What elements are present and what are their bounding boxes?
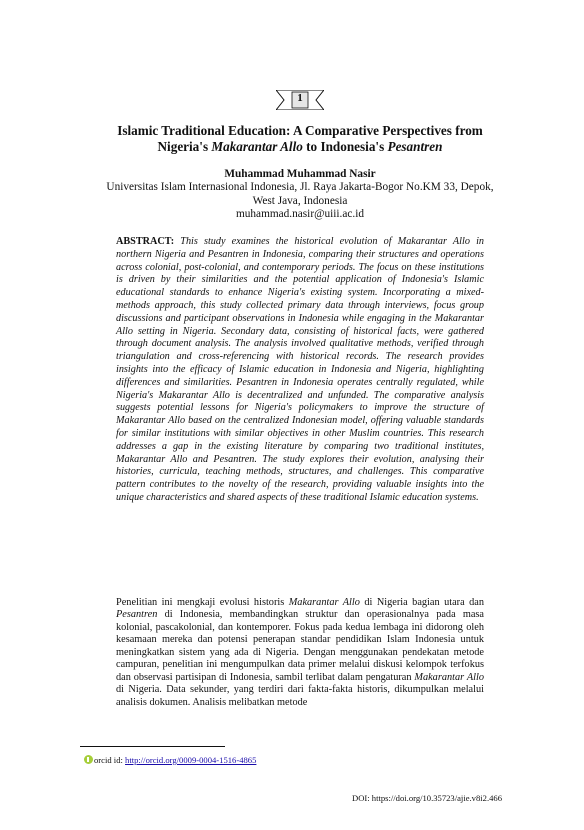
body-text-3: di Indonesia, membandingkan struktur dan operasionalnya pada masa kolonial, pascakolonial, dan kontemporer. Fokus pada kedua lembaga ini didorong oleh kesamaan mereka dan potensi penerapan standar pendidikan Islam Indonesia untuk meningkatkan sistem yang ada di Nigeria. Dengan menggunakan pendekatan metode campuran, penelitian ini mengumpulkan data primer melalui diskusi kelompok terfokus dan observasi partisipan di Indonesia, sambil terlibat dalam pengaturan: [116, 609, 484, 683]
author-name: Muhammad Muhammad Nasir: [224, 168, 376, 180]
abstract-label: ABSTRACT:: [116, 236, 175, 247]
body-paragraph: [116, 597, 484, 709]
title-text-a: Nigeria's: [157, 139, 212, 154]
title-text-b: to Indonesia's: [302, 139, 388, 154]
body-text-1: Penelitian ini mengkaji evolusi historis: [116, 597, 289, 608]
affiliation-line-1: Universitas Islam Internasional Indonesia, Jl. Raya Jakarta-Bogor No.KM 33, Depok,: [106, 181, 494, 194]
orcid-icon: [84, 755, 93, 764]
orcid-label: orcid id:: [94, 755, 126, 765]
abstract-text: This study examines the historical evolution of Makarantar Allo in northern Nigeria and Pesantren in Indonesia, comparing their structures and operations across colonial, post-colonial, and contemporary periods. The focus on these institutions is driven by their similarities and the potential application of Indonesia's Islamic educational standards to enhance Nigeria's existing system. Incorporating a mixed-methods approach, this study collected primary data through interviews, focus group discussions and participant observations in Indonesia while engaging in the Makarantar Allo setting in Nigeria. Secondary data, consisting of historical facts, were gathered through document analysis. The analysis involved qualitative methods, verified through triangulation and cross-referencing with historical records. The research provides insights into the efficacy of Islamic education in Indonesia and Nigeria, highlighting differences and similarities. Pesantren in Indonesia operates centrally regulated, while Nigeria's Makarantar Allo is decentralized and unfunded. The comparative analysis suggests potential lessons for Nigeria's policymakers to improve the structure of Makarantar Allo based on the centralized Indonesian model, offering valuable standards for similar institutions with similar objectives in other Muslim countries. This research addresses a gap in the existing literature by comparing two traditional institutes, Makarantar Allo and Pesantren. The study explores their evolution, analysing their histories, curricula, teaching methods, structures, and challenges. This comparative pattern contributes to the novelty of the research, providing valuable insights into the unique characteristics and shared aspects of these traditional Islamic education systems.: [116, 236, 484, 503]
affiliation-line-2: West Java, Indonesia: [252, 194, 348, 207]
title-line-1: Islamic Traditional Education: A Comparative Perspectives from: [117, 123, 483, 138]
author-block: [60, 168, 540, 221]
footnote-divider: [80, 746, 225, 747]
paper-title: [60, 123, 540, 155]
body-italic-2: Pesantren: [116, 609, 158, 621]
body-text-2: di Nigeria bagian utara dan: [359, 597, 484, 608]
title-italic-b: Pesantren: [387, 139, 443, 154]
orcid-footnote: [84, 755, 256, 766]
title-italic-a: Makarantar Allo: [211, 139, 303, 154]
doi-line: DOI: https://doi.org/10.35723/ajie.v8i2.466: [352, 793, 502, 803]
body-italic-1: Makarantar Allo: [288, 597, 360, 608]
abstract: [116, 236, 484, 505]
page-number: 1: [297, 92, 303, 104]
body-text-4: di Nigeria. Data sekunder, yang terdiri dari fakta-fakta historis, dikumpulkan melalui analisis dokumen. Analisis melibatkan metode: [116, 684, 484, 708]
body-italic-3: Makarantar Allo: [414, 671, 484, 683]
author-email[interactable]: muhammad.nasir@uiii.ac.id: [235, 207, 365, 220]
page-number-badge: [276, 90, 324, 110]
title-line-2: [60, 139, 540, 155]
orcid-link[interactable]: http://orcid.org/0009-0004-1516-4865: [125, 755, 257, 765]
